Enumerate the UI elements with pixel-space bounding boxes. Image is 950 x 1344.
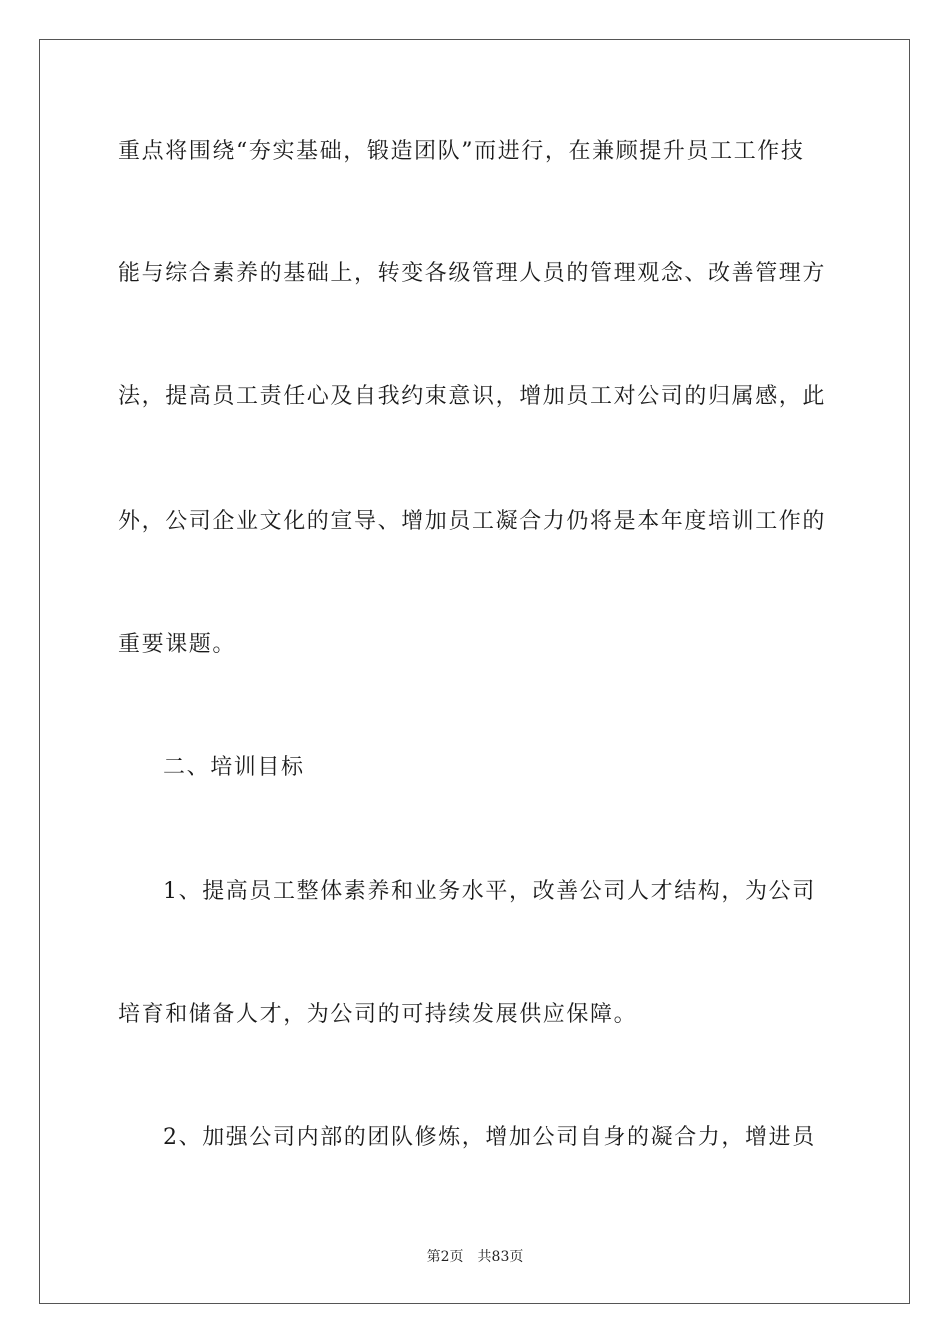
body-text-line-5: 重要课题。 <box>118 632 237 657</box>
body-text-line-9: 2、加强公司内部的团队修炼，增加公司自身的凝合力，增进员 <box>163 1125 816 1150</box>
page-total: 共83页 <box>477 1249 524 1265</box>
body-text-line-3: 法，提高员工责任心及自我约束意识，增加员工对公司的归属感，此 <box>118 384 827 409</box>
body-text-line-7: 1、提高员工整体素养和业务水平，改善公司人才结构，为公司 <box>163 879 816 904</box>
section-heading: 二、培训目标 <box>163 755 305 780</box>
body-text-line-4: 外，公司企业文化的宣导、增加员工凝合力仍将是本年度培训工作的 <box>118 509 827 534</box>
body-text-line-2: 能与综合素养的基础上，转变各级管理人员的管理观念、改善管理方 <box>118 261 827 286</box>
page-footer <box>0 1247 950 1267</box>
body-text-line-8: 培育和储备人才，为公司的可持续发展供应保障。 <box>118 1002 638 1027</box>
page-border <box>39 39 910 1304</box>
body-text-line-1: 重点将围绕“夯实基础，锻造团队”而进行，在兼顾提升员工工作技 <box>118 139 805 164</box>
page-number: 第2页 <box>426 1249 464 1265</box>
